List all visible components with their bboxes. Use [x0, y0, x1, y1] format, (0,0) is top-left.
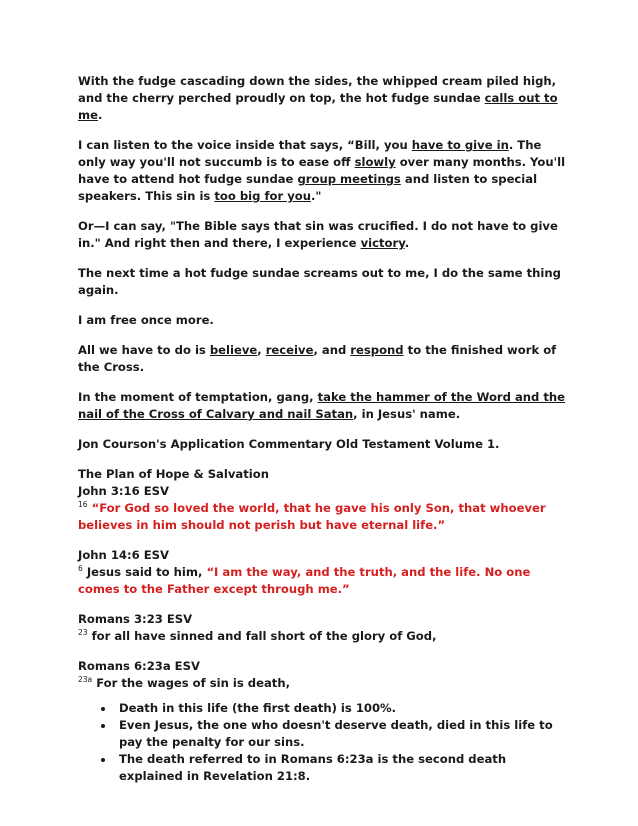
verse-number: 16 [78, 500, 88, 510]
citation: Jon Courson's Application Commentary Old Testament Volume 1. [78, 437, 500, 451]
paragraph-temptation [78, 389, 568, 423]
underlined-text: take the hammer of the Word and the nail of the Cross of Calvary and nail Satan [78, 390, 566, 421]
verse-ref: John 14:6 ESV [78, 548, 169, 562]
underlined-text: calls out to me [78, 91, 558, 122]
paragraph-bible-says [78, 218, 568, 252]
text: . [404, 236, 410, 250]
text: and listen to special speakers. This sin is [78, 172, 538, 203]
text: All we have to do is [78, 343, 210, 357]
bullet-list [78, 700, 568, 785]
verse-body: Jesus said to him, [86, 565, 207, 579]
paragraph-voice [78, 137, 568, 205]
text: to the finished work of the Cross. [78, 343, 557, 374]
plan-title: The Plan of Hope & Salvation [78, 467, 269, 481]
underlined-text: respond [350, 343, 404, 357]
verse-body: For the wages of sin is death, [96, 676, 290, 690]
paragraph-believe [78, 342, 568, 376]
underlined-text: believe [209, 343, 258, 357]
verse-body: for all have sinned and fall short of the glory of God, [91, 629, 437, 643]
underlined-text: victory [360, 236, 405, 250]
document-page [78, 73, 568, 785]
underlined-text: have to give in [411, 138, 509, 152]
verse-text [78, 675, 568, 692]
verse-number: 23a [78, 675, 93, 685]
list-item: • Death in this life (the first death) is 100%. [115, 700, 568, 717]
red-letter-text: “For God so loved the world, that he gave his only Son, that whoever believes in him should not perish but have eternal life.” [78, 501, 546, 532]
paragraph-next-time: The next time a hot fudge sundae screams out to me, I do the same thing again. [78, 266, 561, 297]
underlined-text: group meetings [297, 172, 401, 186]
underlined-text: receive [265, 343, 314, 357]
verse-text [78, 564, 568, 598]
text: over many months. You'll have to attend hot fudge sundae [78, 155, 566, 186]
text: , in Jesus' name. [353, 407, 461, 421]
paragraph-sundae [78, 73, 568, 124]
verse-ref: Romans 3:23 ESV [78, 612, 193, 626]
underlined-text: too big for you [214, 189, 312, 203]
paragraph-free: I am free once more. [78, 313, 214, 327]
verse-text [78, 500, 568, 534]
text: , and [313, 343, 351, 357]
verse-text [78, 628, 568, 645]
verse-ref: Romans 6:23a ESV [78, 659, 200, 673]
text: I can listen to the voice inside that says, “Bill, you [78, 138, 412, 152]
text: Or—I can say, "The Bible says that sin was crucified. I do not have to give in." And right then and there, I experience [78, 219, 558, 250]
verse-number: 23 [78, 628, 88, 638]
text: , [257, 343, 266, 357]
text: ." [311, 189, 322, 203]
verse-number: 6 [78, 564, 83, 574]
list-item: • The death referred to in Romans 6:23a is the second death explained in Revelation 21:8. [115, 751, 568, 785]
text: . [97, 108, 103, 122]
verse-ref: John 3:16 ESV [78, 484, 169, 498]
list-item: • Even Jesus, the one who doesn't deserve death, died in this life to pay the penalty for our sins. [115, 717, 568, 751]
text: In the moment of temptation, gang, [78, 390, 318, 404]
text: With the fudge cascading down the sides, the whipped cream piled high, and the cherry perched proudly on top, the hot fudge sundae [78, 74, 557, 105]
text: . The only way you'll not succumb is to ease off [78, 138, 542, 169]
underlined-text: slowly [354, 155, 396, 169]
red-letter-text: “I am the way, and the truth, and the life. No one comes to the Father except through me.” [78, 565, 531, 596]
